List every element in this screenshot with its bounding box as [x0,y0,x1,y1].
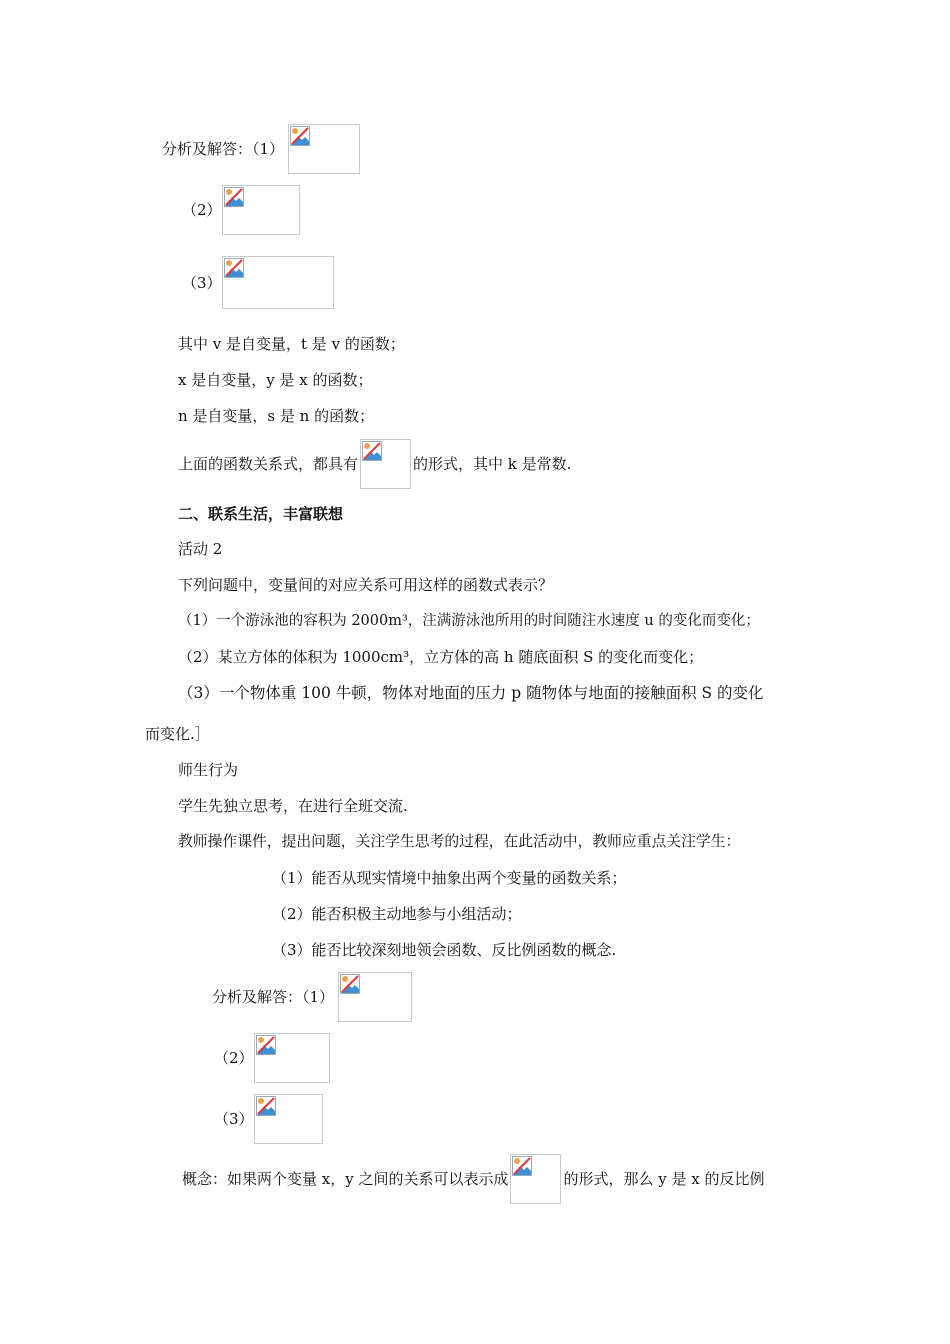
behavior-title: 师生行为 [178,761,239,779]
formula-image [288,124,360,174]
formula-image [254,1094,323,1144]
explain-line-4 [178,439,571,489]
explain-line-4-after: 的形式，其中 k 是常数. [413,455,572,473]
broken-image-icon [290,126,310,146]
behavior-focus-1: （1）能否从现实情境中抽象出两个变量的函数关系； [272,869,627,887]
concept-line [182,1154,765,1204]
activity-question: 下列问题中，变量间的对应关系可用这样的函数式表示？ [178,576,554,594]
analysis1-part2: （2） [182,201,222,219]
concept-after: 的形式，那么 y 是 x 的反比例 [563,1170,765,1188]
analysis1-row-2 [182,185,300,235]
analysis2-row-2 [214,1033,330,1083]
formula-image [222,185,300,235]
analysis1-row-1 [162,124,360,174]
behavior-focus-3: （3）能否比较深刻地领会函数、反比例函数的概念. [272,941,617,959]
broken-image-icon [256,1035,276,1055]
formula-image [360,439,411,489]
formula-image [510,1154,561,1204]
activity-q1: （1）一个游泳池的容积为 2000m³，注满游泳池所用的时间随注水速度 u 的变化而变化； [178,613,760,629]
activity-q3-line1: （3）一个物体重 100 牛顿，物体对地面的压力 p 随物体与地面的接触面积 S 的变化 [178,684,764,702]
activity-title: 活动 2 [178,540,223,558]
analysis2-part2: （2） [214,1049,254,1067]
analysis1-row-3 [182,256,334,309]
activity-q3-line2: 而变化.］ [145,725,210,743]
analysis2-part3: （3） [214,1110,254,1128]
explain-line-3: n 是自变量，s 是 n 的函数； [178,407,375,425]
broken-image-icon [512,1156,532,1176]
explain-line-2: x 是自变量，y 是 x 的函数； [178,371,373,389]
formula-image [254,1033,330,1083]
analysis2-label: 分析及解答：（1） [212,988,335,1006]
explain-line-1: 其中 v 是自变量，t 是 v 的函数； [178,335,405,353]
broken-image-icon [224,187,244,207]
explain-line-4-before: 上面的函数关系式，都具有 [178,455,359,473]
analysis2-row-1 [212,972,412,1022]
formula-image [338,972,412,1022]
formula-image [222,256,334,309]
activity-q2: （2）某立方体的体积为 1000cm³，立方体的高 h 随底面积 S 的变化而变化； [178,648,704,666]
broken-image-icon [340,974,360,994]
analysis1-part3: （3） [182,273,222,292]
behavior-focus-2: （2）能否积极主动地参与小组活动； [272,905,522,923]
analysis1-label: 分析及解答：（1） [162,140,285,158]
broken-image-icon [256,1096,276,1116]
behavior-teacher: 教师操作课件，提出问题，关注学生思考的过程，在此活动中，教师应重点关注学生： [178,833,741,850]
section-heading: 二、联系生活，丰富联想 [178,505,344,523]
broken-image-icon [224,258,244,278]
concept-before: 概念：如果两个变量 x，y 之间的关系可以表示成 [182,1170,509,1188]
analysis2-row-3 [214,1094,323,1144]
broken-image-icon [362,441,382,461]
behavior-student: 学生先独立思考，在进行全班交流. [178,797,408,815]
